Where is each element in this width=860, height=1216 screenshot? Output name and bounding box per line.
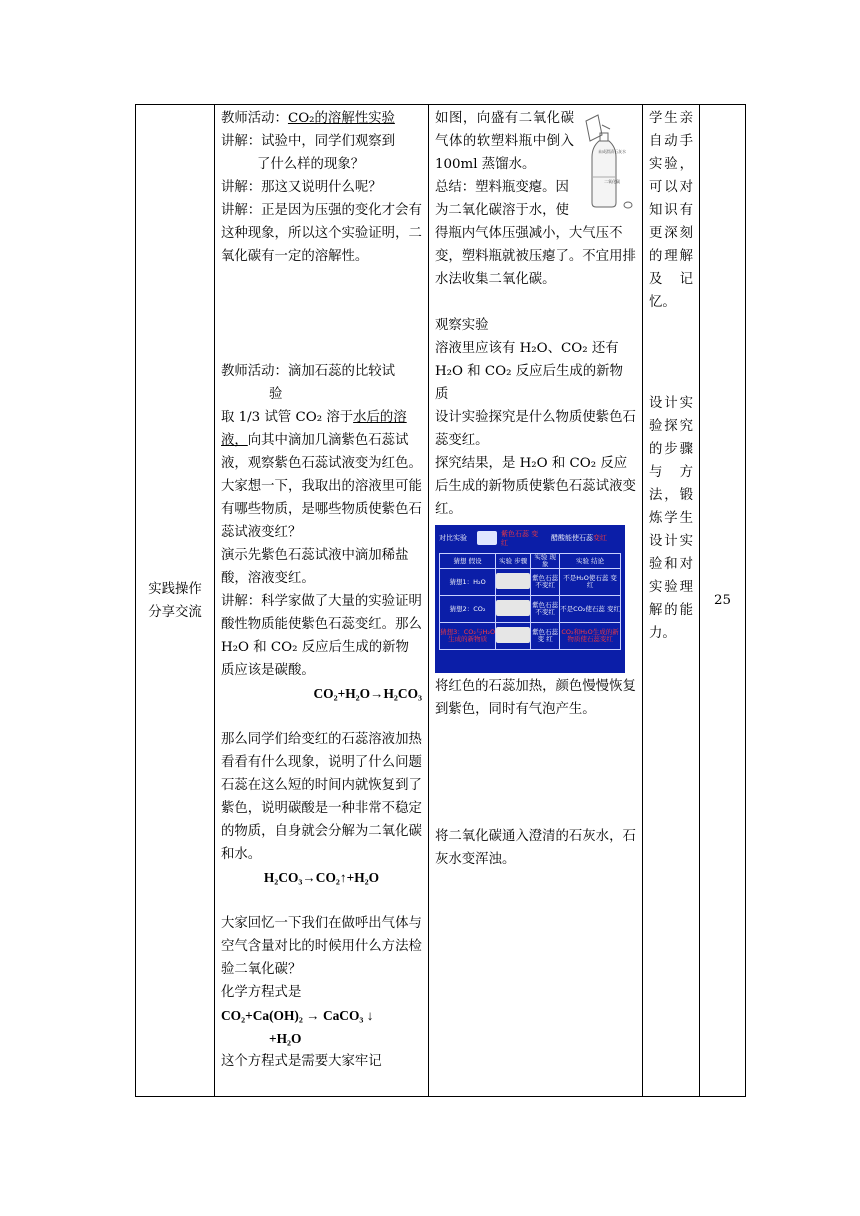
- diagram-header: 实验 结论: [560, 554, 621, 569]
- exp1-line: 讲解：那这又说明什么呢？: [221, 180, 382, 195]
- diagram-conclusion: 不是CO₂使石蕊 变红: [560, 596, 621, 623]
- exp1-line: 讲解：试验中，同学们观察到: [221, 134, 396, 149]
- exp2-student-line: 将二氧化碳通入澄清的石灰水，石灰水变浑浊。: [435, 829, 636, 867]
- diagram-header: 猜想 假设: [440, 554, 496, 569]
- diagram-table: [439, 553, 621, 650]
- diagram-header: 实验 现象: [531, 554, 560, 569]
- lesson-table: [135, 104, 746, 1097]
- section-label-line2: 分享交流: [148, 604, 202, 620]
- diagram-step-image: [496, 627, 530, 643]
- purpose-2: 设计实验探究的步骤与方法，锻炼学生设计实验和对实验理解的能力。: [649, 396, 693, 641]
- bottle-label-2: 二氧化碳: [604, 179, 620, 184]
- exp1-student-line: 如图，向盛有二氧化碳气体的软塑料瓶中倒入100ml 蒸馏水。: [435, 111, 574, 172]
- diagram-title-right: 醋酸能使石蕊变红: [551, 534, 607, 542]
- litmus-experiment-diagram: [435, 525, 625, 673]
- diagram-phenomenon: 紫色石蕊 变 红: [531, 623, 560, 650]
- diagram-step-image: [496, 600, 530, 616]
- exp2-student-line: 观察实验: [435, 318, 489, 333]
- diagram-phenomenon: 紫色石蕊 不变红: [531, 569, 560, 596]
- diagram-conclusion: 不是H₂O使石蕊 变红: [560, 569, 621, 596]
- equation-2: H₂CO₃→CO₂↑+H₂O: [263, 870, 380, 885]
- diagram-conclusion: CO₂和H₂O生成的新物质使石蕊变红: [560, 623, 621, 650]
- purpose-1: 学生亲自动手实验，可以对知识有更深刻的理解及记忆。: [649, 111, 693, 310]
- exp1-line: 了什么样的现象？: [257, 157, 365, 172]
- bottle-illustration: [578, 107, 636, 215]
- purpose-cell: [643, 105, 700, 1097]
- exp2-student-line: 设计实验探究是什么物质使紫色石蕊变红。: [435, 410, 636, 448]
- duration-value: 25: [713, 593, 732, 608]
- exp2-student-line: 溶液里应该有 H₂O、CO₂ 还有 H₂O 和 CO₂ 反应后生成的新物质: [435, 341, 623, 402]
- teacher-activity-cell: [215, 105, 429, 1097]
- exp2-line: 取 1/3 试管 CO₂ 溶于水后的溶液，向其中滴加几滴紫色石蕊试液，观察紫色石蕊试液变为红色。大家想一下，我取出的溶液里可能有哪些物质，是哪些物质使紫色石蕊试液变红？: [221, 410, 422, 540]
- diagram-step-image: [496, 573, 530, 589]
- exp2-line: 讲解：科学家做了大量的实验证明酸性物质能使紫色石蕊变红。那么 H₂O 和 CO₂ 反应后生成的新物质应该是碳酸。: [221, 594, 422, 678]
- diagram-header: 实验 步骤: [496, 554, 531, 569]
- exp1-line: 讲解：正是因为压强的变化才会有这种现象，所以这个实验证明，二氧化碳有一定的溶解性。: [221, 203, 422, 264]
- exp1-title: 教师活动：CO₂的溶解性实验: [221, 111, 395, 126]
- exp2-line: 演示先紫色石蕊试液中滴加稀盐酸，溶液变红。: [221, 548, 409, 586]
- diagram-guess: 猜想1：H₂O: [440, 569, 496, 596]
- equation-3: CO₂+Ca(OH)₂ → CaCO₃ ↓: [221, 1008, 374, 1023]
- exp2-line: 石蕊在这么短的时间内就恢复到了紫色，说明碳酸是一种非常不稳定的物质，自身就会分解为二氧化碳和水。: [221, 778, 422, 862]
- duration-cell: [700, 105, 746, 1097]
- exp2-line: 这个方程式是需要大家牢记: [221, 1054, 382, 1069]
- equation-3-cont: +H₂O: [269, 1031, 302, 1046]
- exp1-student-line: 总结：塑料瓶变瘪。因为二氧化碳溶于水，使得瓶内气体压强减小，大气压不变，塑料瓶就被压瘪了。不宜用排水法收集二氧化碳。: [435, 180, 636, 287]
- section-cell: [136, 105, 215, 1097]
- exp2-student-line: 探究结果，是 H₂O 和 CO₂ 反应后生成的新物质使紫色石蕊试液变红。: [435, 456, 636, 517]
- exp2-line: 验: [269, 387, 283, 402]
- section-label-line1: 实践操作: [148, 581, 202, 597]
- exp2-student-line: 将红色的石蕊加热，颜色慢慢恢复到紫色，同时有气泡产生。: [435, 679, 636, 717]
- diagram-phenomenon: 紫色石蕊 不变红: [531, 596, 560, 623]
- exp2-line: 化学方程式是: [221, 985, 302, 1000]
- diagram-title-left: 对比实验: [439, 534, 467, 542]
- equation-1: CO₂+H₂O→H₂CO₃: [313, 686, 422, 701]
- exp2-title: 教师活动：滴加石蕊的比较试: [221, 364, 396, 379]
- table-row: [136, 105, 746, 1097]
- diagram-title-mid: 紫色石蕊 变红: [501, 530, 539, 547]
- diagram-guess: 猜想3：CO₂与H₂O生成的新物质: [440, 623, 496, 650]
- diagram-guess: 猜想2：CO₂: [440, 596, 496, 623]
- student-activity-cell: [429, 105, 643, 1097]
- diagram-thumb: [477, 531, 497, 545]
- bottle-label-1: 未成滑清石灰水: [598, 149, 626, 154]
- exp2-line: 大家回忆一下我们在做呼出气体与 空气含量对比的时候用什么方法检验二氧化碳？: [221, 916, 422, 977]
- exp2-line: 那么同学们给变红的石蕊溶液加热看看有什么现象，说明了什么问题: [221, 732, 422, 770]
